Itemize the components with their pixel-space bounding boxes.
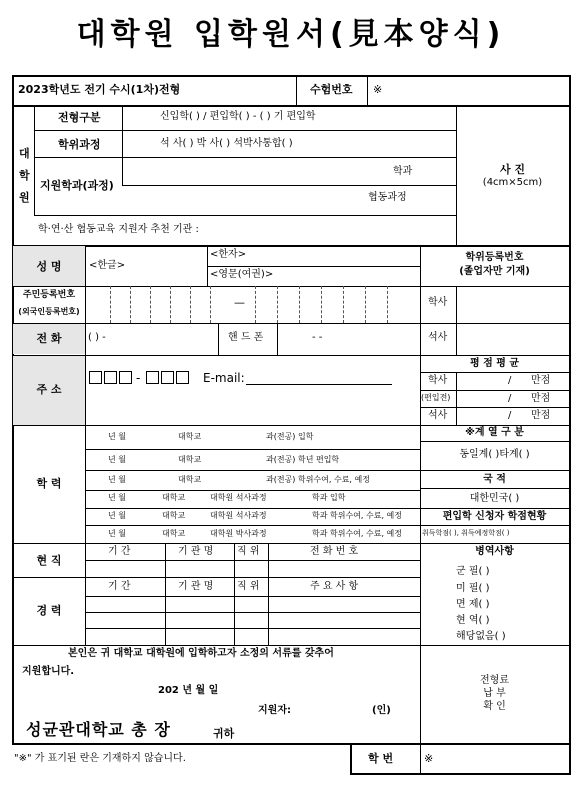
digit-sep (255, 286, 256, 323)
digit-sep (277, 286, 278, 323)
postcode-box[interactable] (146, 371, 159, 384)
digit-sep (190, 286, 191, 323)
digit-sep (321, 286, 322, 323)
seal-mark[interactable]: (인) (372, 705, 391, 716)
divider (12, 286, 569, 287)
divider (456, 105, 457, 245)
divider (12, 645, 569, 646)
digit-sep (210, 286, 211, 323)
divider (218, 323, 219, 355)
name-label: 성 명 (36, 260, 62, 273)
exam-no-field[interactable]: ※ (373, 83, 383, 96)
divider (122, 185, 456, 186)
divider (85, 245, 86, 425)
divider (350, 743, 352, 775)
email-field[interactable] (246, 384, 392, 385)
divider (12, 425, 569, 426)
edu-row-ym[interactable]: 년 월 (108, 493, 126, 502)
form-border (12, 105, 571, 107)
edu-row-ym[interactable]: 년 월 (108, 432, 126, 441)
course-value[interactable]: 석 사( ) 박 사( ) 석박사통합( ) (160, 138, 293, 149)
gpa-max: 만점 (531, 393, 551, 404)
divider (420, 470, 569, 471)
job-header-position: 직 위 (237, 546, 260, 557)
military-item[interactable]: 현 역( ) (456, 615, 490, 626)
form-left-top (12, 75, 14, 105)
divider (12, 323, 569, 324)
honorific: 귀하 (213, 727, 235, 740)
student-no-field[interactable]: ※ (424, 752, 434, 765)
military-item[interactable]: 면 제( ) (456, 599, 490, 610)
edu-row-school[interactable]: 대학교 (162, 511, 186, 520)
divider (85, 508, 420, 509)
divider (34, 105, 35, 215)
gpa-slash: / (508, 375, 512, 386)
edu-row-school[interactable]: 대학교 (178, 432, 202, 441)
digit-sep (387, 286, 388, 323)
applicant-label: 지원자: (258, 705, 291, 716)
divider (420, 390, 569, 391)
divider (85, 543, 86, 645)
fee-line-2: 납 부 (483, 688, 506, 699)
divider (268, 543, 269, 645)
grad-side-label-1: 대 (19, 147, 30, 160)
divider (34, 157, 456, 158)
statement-date[interactable]: 202 년 월 일 (158, 685, 219, 696)
name-hanja-field[interactable]: <한자> (210, 249, 247, 260)
edu-row-major[interactable]: 대학원 석사과정 (210, 493, 267, 502)
divider (12, 543, 569, 544)
degree-reg-label: 학위등록번호 (465, 252, 524, 263)
gpa-max: 만점 (531, 375, 551, 386)
divider (12, 577, 420, 578)
mobile-field[interactable]: - - (312, 332, 323, 343)
edu-row-extra[interactable]: 학과 입학 (312, 493, 346, 502)
divider (420, 508, 569, 509)
postcode-box[interactable] (119, 371, 132, 384)
photo-label: 사 진 (499, 163, 526, 176)
phone-field[interactable]: ( ) - (88, 332, 106, 343)
edu-row-major[interactable]: 과(전공) 학년 편입학 (266, 455, 340, 464)
divider (85, 560, 420, 561)
divider (367, 75, 368, 105)
fee-line-1: 전형료 (480, 675, 509, 686)
edu-row-major[interactable]: 대학원 박사과정 (210, 529, 267, 538)
coop-value[interactable]: 협동과정 (368, 192, 407, 203)
form-bottom-border (12, 743, 571, 745)
job-header-phone: 전 화 번 호 (310, 546, 359, 557)
postcode-box[interactable] (176, 371, 189, 384)
postcode-box[interactable] (104, 371, 117, 384)
statement-line1: 본인은 귀 대학교 대학원에 입학하고자 소정의 서류를 갖추어 (68, 648, 334, 659)
divider (85, 628, 420, 629)
career-header-period: 기 간 (108, 581, 131, 592)
digit-sep (110, 286, 111, 323)
divider (122, 105, 123, 185)
gpa-label-bachelor: 학사 (428, 375, 448, 386)
section-border (12, 245, 571, 247)
page-title: 대학원 입학원서(見本양식) (76, 17, 506, 52)
form-top-border (12, 75, 571, 77)
phone-label: 전 화 (36, 332, 62, 345)
divider (12, 355, 569, 356)
type-label: 전형구분 (58, 111, 101, 124)
gpa-title: 평 점 평 균 (469, 358, 520, 369)
edu-row-school[interactable]: 대학교 (162, 529, 186, 538)
divider (420, 407, 569, 408)
edu-row-school[interactable]: 대학교 (178, 455, 202, 464)
gpa-label-master: 석사 (428, 410, 448, 421)
gpa-slash: / (508, 393, 512, 404)
address-label: 주 소 (36, 383, 62, 396)
exam-no-label: 수험번호 (310, 83, 353, 96)
military-item[interactable]: 군 필( ) (456, 566, 490, 577)
divider (420, 743, 421, 775)
course-label: 학위과정 (58, 138, 101, 151)
military-title: 병역사항 (475, 546, 514, 557)
career-header-position: 직 위 (237, 581, 260, 592)
divider (85, 470, 420, 471)
nationality-field[interactable]: 대한민국( ) (469, 493, 520, 504)
edu-row-school[interactable]: 대학교 (162, 493, 186, 502)
transfer-title: 편입학 신청자 학점현황 (442, 511, 547, 522)
divider (420, 372, 569, 373)
divider (456, 372, 457, 425)
edu-row-extra[interactable]: 학과 학위수여, 수료, 예정 (312, 529, 402, 538)
divider (207, 266, 420, 267)
dept-value[interactable]: 학과 (393, 166, 413, 177)
divider (85, 596, 420, 597)
military-item[interactable]: 미 필( ) (456, 583, 490, 594)
series-field[interactable]: 동일계( )타계( ) (459, 449, 530, 460)
postcode-box[interactable] (89, 371, 102, 384)
divider (277, 323, 278, 355)
divider (34, 130, 456, 131)
footer-note: "※" 가 표기된 란은 기재하지 않습니다. (14, 753, 186, 764)
divider (420, 441, 569, 442)
photo-size: (4cm×5cm) (482, 177, 543, 188)
edu-row-ym[interactable]: 년 월 (108, 475, 126, 484)
edu-row-extra[interactable]: 학과 학위수여, 수료, 예정 (312, 511, 402, 520)
divider (85, 612, 420, 613)
gpa-max: 만점 (531, 410, 551, 421)
divider (420, 525, 569, 526)
edu-row-ym[interactable]: 년 월 (108, 455, 126, 464)
name-english-field[interactable]: <영문(여권)> (210, 269, 274, 280)
series-title: ※계 열 구 분 (465, 427, 524, 438)
divider (85, 449, 420, 450)
postcode-box[interactable] (161, 371, 174, 384)
digit-sep (299, 286, 300, 323)
divider (85, 490, 420, 491)
digit-sep (343, 286, 344, 323)
fee-line-3: 확 인 (483, 701, 506, 712)
edu-row-ym[interactable]: 년 월 (108, 511, 126, 520)
term-label: 2023학년도 전기 수시(1차)전형 (18, 83, 181, 96)
student-no-label: 학 번 (368, 752, 394, 765)
edu-row-ym[interactable]: 년 월 (108, 529, 126, 538)
job-label: 현 직 (36, 554, 62, 567)
name-hangul-field[interactable]: <한글> (89, 260, 126, 271)
recommend-label[interactable]: 학·연·산 협동교육 지원자 추천 기관 : (38, 224, 199, 235)
career-header-org: 기 관 명 (178, 581, 214, 592)
edu-row-school[interactable]: 대학교 (178, 475, 202, 484)
digit-sep (130, 286, 131, 323)
gpa-slash: / (508, 410, 512, 421)
divider (34, 215, 456, 216)
resident-label: 주민등록번호 (22, 290, 76, 300)
digit-sep (150, 286, 151, 323)
edu-row-major[interactable]: 대학원 석사과정 (210, 511, 267, 520)
military-item[interactable]: 해당없음( ) (456, 631, 506, 642)
career-label: 경 력 (36, 604, 62, 617)
type-value[interactable]: 신입학( ) / 편입학( ) - ( ) 기 편입학 (160, 111, 316, 122)
career-header-notes: 주 요 사 항 (310, 581, 359, 592)
edu-row-major[interactable]: 과(전공) 입학 (266, 432, 314, 441)
grad-side-label-2: 학 (19, 169, 30, 182)
bachelor-reg-label: 학사 (428, 297, 448, 308)
nationality-title: 국 적 (483, 474, 506, 485)
footer-bottom-border (350, 773, 571, 775)
job-header-period: 기 간 (108, 546, 131, 557)
degree-reg-note: (졸업자만 기재) (459, 266, 530, 277)
master-reg-label: 석사 (428, 332, 448, 343)
divider (456, 286, 457, 355)
dept-label: 지원학과(과정) (40, 179, 114, 192)
grad-side-label-3: 원 (19, 191, 30, 204)
divider (85, 525, 420, 526)
resident-dash: — (234, 296, 245, 309)
statement-line2: 지원합니다. (22, 666, 75, 677)
mobile-label: 핸 드 폰 (228, 332, 264, 343)
job-header-org: 기 관 명 (178, 546, 214, 557)
divider (234, 543, 235, 645)
addressee: 성균관대학교 총 장 (26, 720, 171, 739)
divider (420, 488, 569, 489)
email-label: E-mail: (203, 371, 245, 385)
transfer-field[interactable]: 취득학점( ), 취득예정학점( ) (422, 529, 510, 537)
edu-row-major[interactable]: 과(전공) 학위수여, 수료, 예정 (266, 475, 370, 484)
education-label: 학 력 (36, 477, 62, 490)
gpa-label-pretransfer: (편입전) (421, 393, 451, 402)
postcode-dash: - (136, 371, 141, 385)
divider (165, 543, 166, 645)
resident-label-foreign: (외국인등록번호) (18, 307, 80, 316)
digit-sep (365, 286, 366, 323)
form-right-border (569, 75, 571, 775)
digit-sep (170, 286, 171, 323)
divider (296, 75, 297, 105)
